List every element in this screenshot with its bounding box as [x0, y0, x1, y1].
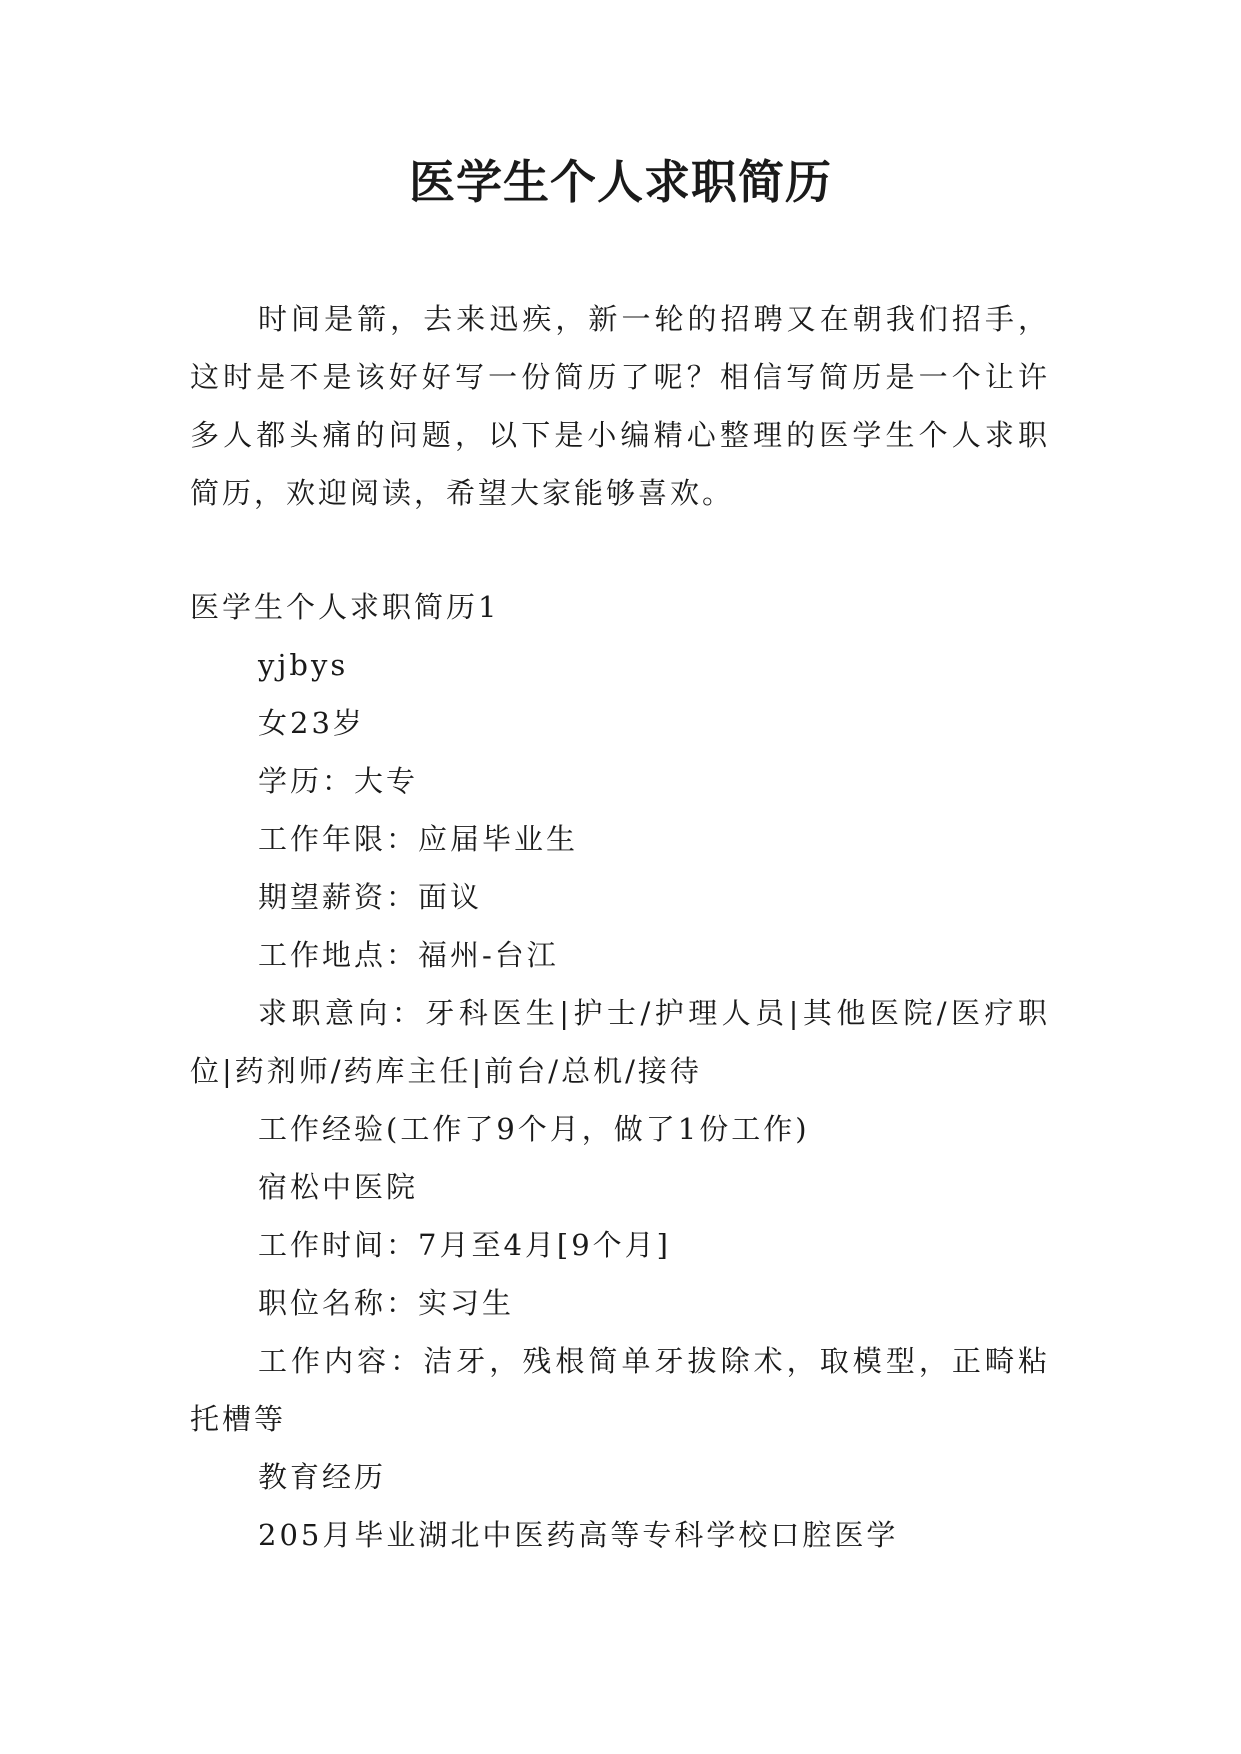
resume-line-gender-age: 女23岁 [258, 706, 365, 740]
resume-line-employer: 宿松中医院 [258, 1170, 419, 1204]
resume-line-salary: 期望薪资：面议 [258, 880, 483, 914]
document-title: 医学生个人求职简历 [409, 155, 832, 209]
intro-paragraph: 时间是箭，去来迅疾，新一轮的招聘又在朝我们招手，这时是不是该好好写一份简历了呢？相信写简历是一个让许多人都头痛的问题，以下是小编精心整理的医学生个人求职简历，欢迎阅读，希望大家能够喜欢。 [190, 302, 1050, 510]
resume-line-work-years: 工作年限：应届毕业生 [258, 822, 579, 856]
resume-line-job-content: 工作内容：洁牙，残根简单牙拔除术，取模型，正畸粘托槽等 [190, 1344, 1050, 1436]
resume-line-work-experience: 工作经验(工作了9个月，做了1份工作) [258, 1112, 810, 1146]
resume-line-position: 职位名称：实习生 [258, 1286, 515, 1320]
resume-line-location: 工作地点：福州-台江 [258, 938, 559, 972]
resume-line-school: 205月毕业湖北中医药高等专科学校口腔医学 [258, 1518, 899, 1552]
resume-line-name: yjbys [258, 648, 349, 682]
section-heading: 医学生个人求职简历1 [190, 590, 500, 624]
resume-line-education: 学历：大专 [258, 764, 419, 798]
resume-content [190, 578, 1050, 1564]
resume-line-education-heading: 教育经历 [258, 1460, 387, 1494]
resume-line-work-time: 工作时间：7月至4月[9个月] [258, 1228, 671, 1262]
resume-line-job-intention: 求职意向：牙科医生|护士/护理人员|其他医院/医疗职位|药剂师/药库主任|前台/总机/接待 [190, 996, 1050, 1088]
